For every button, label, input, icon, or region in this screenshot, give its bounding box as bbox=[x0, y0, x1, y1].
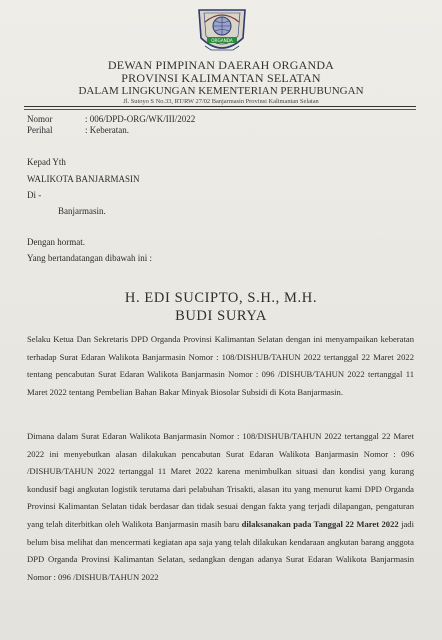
letterhead-line1: DEWAN PIMPINAN DAERAH ORGANDA bbox=[107, 58, 335, 72]
recipient-di: Di - bbox=[27, 190, 42, 200]
paragraph-1 bbox=[27, 331, 414, 401]
recipient-city: Banjarmasin. bbox=[58, 206, 106, 216]
paragraph-2-part2: jadi belum bisa melihat dan mencermati kegiatan apa saja yang telah dilakukan kendaraan angkutan barang anggota DPD Organda Provinsi Kalimantan Selatan, sedangkan dengan adanya Surat Edaran Walikota Banjarmasin Nomor : 096 /DISHUB/TAHUN 2022 bbox=[27, 518, 414, 582]
organda-logo-icon bbox=[191, 4, 253, 60]
recipient-salutation: Kepad Yth bbox=[27, 157, 66, 167]
nomor-row bbox=[27, 114, 195, 125]
nomor-value: : 006/DPD-ORG/WK/III/2022 bbox=[85, 114, 196, 124]
paragraph-2-bold: dilaksanakan pada Tanggal 22 Maret 2022 bbox=[241, 518, 399, 529]
signatory-name-2: BUDI SURYA bbox=[175, 308, 267, 324]
signatory-name-1: H. EDI SUCIPTO, S.H., M.H. bbox=[124, 290, 318, 306]
perihal-label: Perihal bbox=[27, 125, 53, 135]
paragraph-1-text: Selaku Ketua Dan Sekretaris DPD Organda Provinsi Kalimantan Selatan dengan ini menyampaikan keberatan terhadap Surat Edaran Walikota Banjarmasin Nomor : 108/DISHUB/TAHUN 2022 tertanggal 22 Maret 2022 tentang pencabutan Surat Edaran Walikota Banjarmasin Nomor : 096 /DISHUB/TAHUN 2022 tertanggal 11 Maret 2022 tentang Pembelian Bahan Bakar Minyak Biosolar Subsidi di Kota Banjarmasin. bbox=[27, 334, 414, 397]
greeting-intro: Yang bertandatangan dibawah ini : bbox=[27, 253, 153, 263]
letterhead-address: Jl. Sutoyo S No.33, RT/RW 27/02 Banjarmasin Provinsi Kalimantan Selatan bbox=[123, 98, 319, 105]
svg-text:ORGANDA: ORGANDA bbox=[211, 37, 233, 43]
paragraph-2-part1: Dimana dalam Surat Edaran Walikota Banjarmasin Nomor : 108/DISHUB/TAHUN 2022 tertanggal 22 Maret 2022 ini menyebutkan alasan dilakukan pencabutan Surat Edaran Walikota Banjarmasin Nomor : 096 /DISHUB/TAHUN 2022 tertanggal 11 Maret 2022 karena menimbulkan situasi dan kondisi yang kurang kondusif bagi angkutan logistik terutama dari pelabuhan Trisakti, alasan itu yang menurut kami DPD Organda Provinsi Kalimantan Selatan tidak berdasar dan tidak sesuai dengan fakta yang terjadi dilapangan, pengaturan yang telah diterbitkan oleh Walikota Banjarmasin masih baru bbox=[27, 431, 414, 529]
letterhead bbox=[0, 59, 442, 106]
perihal-row bbox=[27, 125, 129, 136]
perihal-value: : Keberatan. bbox=[85, 125, 129, 135]
letterhead-divider-thin bbox=[24, 109, 416, 110]
letterhead-line2: PROVINSI KALIMANTAN SELATAN bbox=[121, 71, 321, 85]
greeting: Dengan hormat. bbox=[27, 237, 85, 247]
letterhead-line3: DALAM LINGKUNGAN KEMENTERIAN PERHUBUNGAN bbox=[78, 85, 364, 97]
paragraph-2 bbox=[27, 428, 414, 586]
nomor-label: Nomor bbox=[27, 114, 53, 124]
recipient-name: WALIKOTA BANJARMASIN bbox=[27, 174, 140, 184]
letterhead-divider bbox=[24, 106, 416, 107]
paragraph-2-text bbox=[27, 428, 414, 586]
